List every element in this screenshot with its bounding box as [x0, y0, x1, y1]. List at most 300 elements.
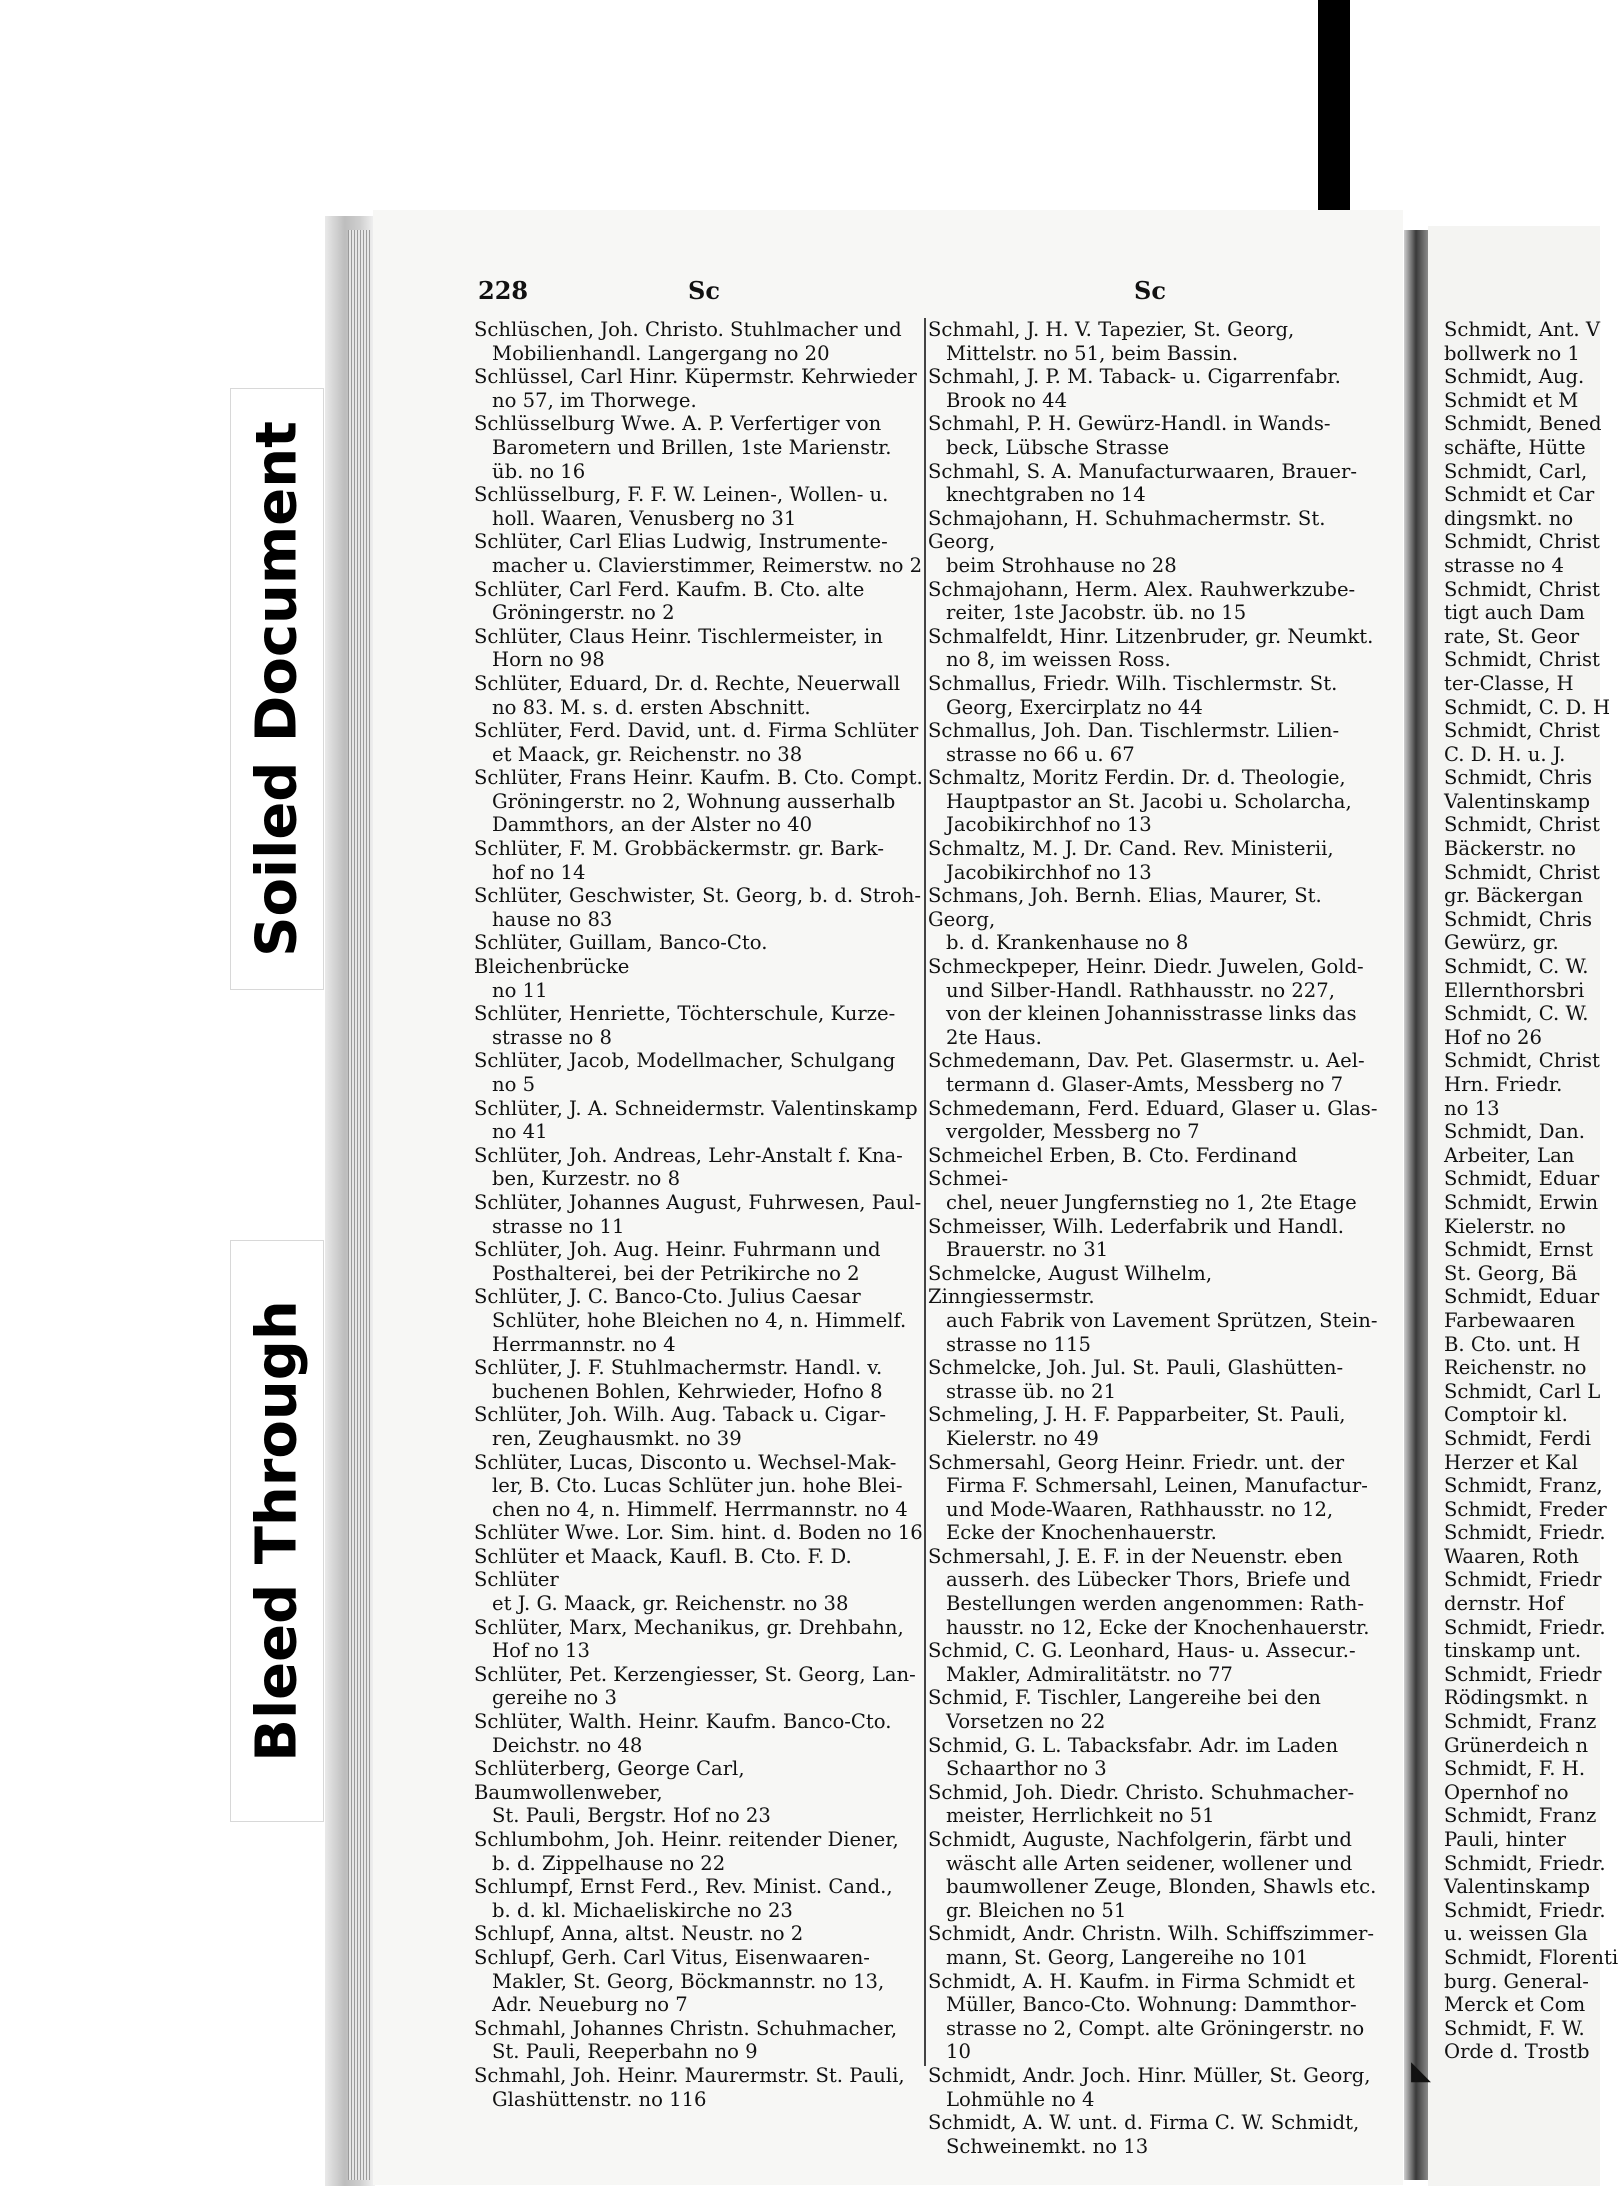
entry-line: strasse no 66 u. 67 — [946, 742, 1135, 766]
directory-entry — [474, 1191, 924, 1238]
entry-line: Schmeichel Erben, B. Cto. Ferdinand Schmei- — [928, 1143, 1298, 1191]
directory-entry: Schmidt, Friedr. — [1444, 1615, 1606, 1639]
directory-entry: Schmidt, Ernst — [1444, 1238, 1593, 1262]
directory-entry — [928, 1734, 1378, 1781]
directory-entry — [474, 483, 924, 530]
left-column-heading: Sc — [688, 276, 720, 305]
entry-line: Schlüter, Joh. Aug. Heinr. Fuhrmann und — [474, 1238, 881, 1262]
entry-line: Schlüter, Pet. Kerzengiesser, St. Georg, Lan- — [474, 1662, 916, 1686]
entry-line: auch Fabrik von Lavement Sprützen, Stein- — [946, 1308, 1378, 1332]
entry-line: Schlüter, Joh. Andreas, Lehr-Anstalt f. Kna- — [474, 1143, 903, 1167]
entry-line: ben, Kurzestr. no 8 — [492, 1167, 681, 1191]
entry-line: no 83. M. s. d. ersten Abschnitt. — [492, 695, 811, 719]
entry-line: Schlumbohm, Joh. Heinr. reitender Diener, — [474, 1828, 899, 1851]
entry-line: Schlüter, Lucas, Disconto u. Wechsel-Mak- — [474, 1450, 897, 1474]
directory-entry — [928, 1686, 1378, 1733]
entry-line: no 41 — [492, 1120, 548, 1144]
bleed-through-label — [230, 1240, 324, 1822]
entry-line: Schlüter, Walth. Heinr. Kaufm. Banco-Cto. — [474, 1710, 892, 1734]
entry-line: Schaarthor no 3 — [946, 1757, 1107, 1781]
entry-line: Schlupf, Anna, altst. Neustr. no 2 — [474, 1922, 804, 1946]
directory-entry: C. D. H. u. J. — [1444, 742, 1566, 766]
entry-line: Schlüter, Jacob, Modellmacher, Schulgang — [474, 1049, 896, 1073]
directory-entry: Bäckerstr. no — [1444, 837, 1576, 861]
entry-line: Schmelcke, Joh. Jul. St. Pauli, Glashütten- — [928, 1356, 1344, 1380]
directory-entry: Schmidt, Eduar — [1444, 1167, 1600, 1191]
middle-column — [928, 318, 1378, 2158]
entry-line: knechtgraben no 14 — [946, 483, 1146, 507]
entry-line: Schmahl, Joh. Heinr. Maurermstr. St. Pauli, — [474, 2063, 905, 2087]
entry-line: Schmajohann, Herm. Alex. Rauhwerkzube- — [928, 577, 1356, 601]
directory-entry — [474, 318, 924, 365]
directory-entry: Schmidt, Friedr — [1444, 1568, 1602, 1592]
entry-line: gr. Bleichen no 51 — [946, 1898, 1127, 1922]
directory-entry: Arbeiter, Lan — [1444, 1143, 1575, 1167]
directory-entry — [474, 625, 924, 672]
directory-entry: Schmidt, Freder — [1444, 1497, 1607, 1521]
directory-entry — [474, 1285, 924, 1356]
entry-line: Schlüter, Johannes August, Fuhrwesen, Paul- — [474, 1190, 922, 1214]
directory-entry: Gewürz, gr. — [1444, 931, 1559, 955]
entry-line: Schmid, G. L. Tabacksfabr. Adr. im Laden — [928, 1733, 1339, 1757]
entry-line: Schlüschen, Joh. Christo. Stuhlmacher und — [474, 318, 902, 341]
entry-line: Schlupf, Gerh. Carl Vitus, Eisenwaaren- — [474, 1945, 870, 1969]
entry-line: Brook no 44 — [946, 388, 1068, 412]
directory-entry — [928, 1097, 1378, 1144]
directory-entry — [928, 1545, 1378, 1639]
entry-line: Herrmannstr. no 4 — [492, 1332, 676, 1356]
directory-entry: Schmidt, Florenti — [1444, 1945, 1618, 1969]
entry-line: Schlüter et Maack, Kaufl. B. Cto. F. D. Schlüter — [474, 1544, 852, 1592]
entry-line: strasse no 2, Compt. alte Gröningerstr. no 10 — [946, 2016, 1365, 2064]
directory-entry — [928, 1828, 1378, 1922]
directory-entry — [928, 1403, 1378, 1450]
entry-line: Schlüter, Claus Heinr. Tischlermeister, in — [474, 624, 883, 648]
entry-line: hause no 83 — [492, 907, 613, 931]
entry-line: Schmid, C. G. Leonhard, Haus- u. Assecur.- — [928, 1639, 1356, 1663]
directory-entry: u. weissen Gla — [1444, 1922, 1588, 1946]
directory-entry: Valentinskamp — [1444, 789, 1591, 813]
entry-line: Müller, Banco-Cto. Wohnung: Dammthor- — [946, 1993, 1357, 2017]
entry-line: Schmahl, J. H. V. Tapezier, St. Georg, — [928, 318, 1295, 341]
directory-entry: Schmidt, Friedr. — [1444, 1521, 1606, 1545]
directory-entry: Schmidt, Franz, — [1444, 1474, 1603, 1498]
entry-line: Schmersahl, Georg Heinr. Friedr. unt. der — [928, 1450, 1345, 1474]
directory-entry — [928, 2064, 1378, 2111]
entry-line: strasse no 8 — [492, 1025, 613, 1049]
entry-line: meister, Herrlichkeit no 51 — [946, 1804, 1215, 1828]
directory-entry — [928, 365, 1378, 412]
directory-entry — [474, 1356, 924, 1403]
bleed-through-text: Bleed Through — [244, 1300, 310, 1762]
directory-entry — [474, 1710, 924, 1757]
directory-entry — [474, 1875, 924, 1922]
entry-line: von der kleinen Johannisstrasse links das — [946, 1002, 1357, 1026]
entry-line: Schmelcke, August Wilhelm, Zinngiessermstr. — [928, 1261, 1213, 1309]
directory-entry: Ellernthorsbri — [1444, 978, 1585, 1002]
left-column — [474, 318, 924, 2111]
entry-line: Mobilienhandl. Langergang no 20 — [492, 341, 830, 365]
entry-line: Schmersahl, J. E. F. in der Neuenstr. eben — [928, 1544, 1343, 1568]
directory-entry — [474, 1757, 924, 1828]
entry-line: und Silber-Handl. Rathhausstr. no 227, — [946, 978, 1335, 1002]
entry-line: strasse üb. no 21 — [946, 1379, 1117, 1403]
entry-line: Ecke der Knochenhauerstr. — [946, 1521, 1217, 1545]
directory-entry: Schmidt, Christ — [1444, 860, 1600, 884]
entry-line: Schlüssel, Carl Hinr. Küpermstr. Kehrwieder — [474, 365, 917, 389]
directory-entry — [928, 837, 1378, 884]
entry-line: Schmidt, Andr. Joch. Hinr. Müller, St. Georg, — [928, 2063, 1371, 2087]
directory-entry: Schmidt, Chris — [1444, 766, 1593, 790]
directory-entry — [474, 931, 924, 1002]
entry-line: Schmedemann, Ferd. Eduard, Glaser u. Glas- — [928, 1096, 1378, 1120]
directory-entry: Schmidt, Friedr. — [1444, 1851, 1606, 1875]
entry-line: hof no 14 — [492, 860, 586, 884]
directory-entry: tigt auch Dam — [1444, 601, 1585, 625]
directory-entry — [928, 578, 1378, 625]
entry-line: Mittelstr. no 51, beim Bassin. — [946, 341, 1239, 365]
directory-entry: dernstr. Hof — [1444, 1592, 1564, 1616]
directory-entry — [928, 1144, 1378, 1215]
entry-line: reiter, 1ste Jacobstr. üb. no 15 — [946, 601, 1247, 625]
entry-line: üb. no 16 — [492, 459, 586, 483]
black-edge-bar — [1318, 0, 1350, 236]
entry-line: beim Strohhause no 28 — [946, 553, 1177, 577]
entry-line: Kielerstr. no 49 — [946, 1426, 1099, 1450]
entry-line: 2te Haus. — [946, 1025, 1042, 1049]
directory-entry — [928, 766, 1378, 837]
entry-line: Makler, Admiralitätstr. no 77 — [946, 1662, 1233, 1686]
entry-line: b. d. Krankenhause no 8 — [946, 931, 1189, 955]
directory-entry: Schmidt et Car — [1444, 483, 1595, 507]
entry-line: Schlüter, Henriette, Töchterschule, Kurze- — [474, 1002, 896, 1026]
directory-entry: St. Georg, Bä — [1444, 1261, 1578, 1285]
entry-line: Brauerstr. no 31 — [946, 1238, 1109, 1262]
directory-entry — [928, 672, 1378, 719]
directory-entry: Hrn. Friedr. — [1444, 1073, 1563, 1096]
entry-line: Schlüter, Ferd. David, unt. d. Firma Schlüter — [474, 719, 919, 743]
directory-entry: bollwerk no 1 — [1444, 341, 1580, 365]
directory-entry: Rödingsmkt. n — [1444, 1686, 1588, 1710]
entry-line: Schlüter, Carl Ferd. Kaufm. B. Cto. alte — [474, 577, 865, 601]
directory-entry: Comptoir kl. — [1444, 1403, 1568, 1427]
directory-entry: Schmidt, Chris — [1444, 907, 1593, 931]
entry-line: Schlüsselburg Wwe. A. P. Verfertiger von — [474, 412, 882, 436]
directory-entry — [928, 1356, 1378, 1403]
entry-line: Schlüter, Joh. Wilh. Aug. Taback u. Cigar- — [474, 1403, 887, 1427]
directory-entry — [928, 625, 1378, 672]
directory-entry: burg. General- — [1444, 1969, 1589, 1993]
directory-entry: Grünerdeich n — [1444, 1733, 1589, 1757]
directory-entry — [928, 719, 1378, 766]
entry-line: holl. Waaren, Venusberg no 31 — [492, 506, 797, 530]
entry-line: ren, Zeughausmkt. no 39 — [492, 1426, 742, 1450]
entry-line: Adr. Neueburg no 7 — [492, 1993, 688, 2017]
directory-entry — [474, 1403, 924, 1450]
directory-entry — [928, 1049, 1378, 1096]
entry-line: Posthalterei, bei der Petrikirche no 2 — [492, 1261, 860, 1285]
directory-entry: Schmidt et M — [1444, 388, 1579, 412]
entry-line: Hauptpastor an St. Jacobi u. Scholarcha, — [946, 789, 1352, 813]
directory-entry — [928, 318, 1378, 365]
entry-line: ausserh. des Lübecker Thors, Briefe und — [946, 1568, 1351, 1592]
entry-line: Schlumpf, Ernst Ferd., Rev. Minist. Cand., — [474, 1875, 893, 1899]
directory-entry: Schmidt, F. H. — [1444, 1757, 1586, 1781]
page-stack-edges — [348, 230, 370, 2180]
soiled-document-label — [230, 388, 324, 990]
directory-entry — [928, 1215, 1378, 1262]
entry-line: buchenen Bohlen, Kehrwieder, Hofno 8 — [492, 1379, 883, 1403]
directory-entry — [474, 1946, 924, 2017]
directory-entry: Schmidt, Christ — [1444, 648, 1600, 672]
directory-entry — [474, 884, 924, 931]
directory-entry — [928, 507, 1378, 578]
entry-line: strasse no 115 — [946, 1332, 1091, 1356]
entry-line: Schmajohann, H. Schuhmachermstr. St. Georg, — [928, 506, 1326, 554]
entry-line: chel, neuer Jungfernstieg no 1, 2te Etage — [946, 1190, 1357, 1214]
directory-entry — [928, 2111, 1378, 2158]
directory-entry — [928, 460, 1378, 507]
directory-entry — [474, 1097, 924, 1144]
directory-entry — [474, 1002, 924, 1049]
entry-line: b. d. Zippelhause no 22 — [492, 1851, 726, 1875]
directory-entry: Schmidt, Franz — [1444, 1710, 1597, 1734]
entry-line: Lohmühle no 4 — [946, 2087, 1095, 2111]
entry-line: Schlüter, Frans Heinr. Kaufm. B. Cto. Compt. — [474, 766, 923, 790]
page-number: 228 — [478, 276, 529, 305]
directory-entry — [928, 1781, 1378, 1828]
entry-line: gereihe no 3 — [492, 1686, 617, 1710]
directory-entry: ter-Classe, H — [1444, 671, 1574, 695]
entry-line: et Maack, gr. Reichenstr. no 38 — [492, 742, 803, 766]
directory-entry — [928, 884, 1378, 955]
directory-entry — [474, 1922, 924, 1946]
entry-line: Schlüter, hohe Bleichen no 4, n. Himmelf. — [492, 1308, 907, 1332]
directory-entry: Schmidt, Aug. — [1444, 365, 1585, 389]
entry-line: macher u. Clavierstimmer, Reimerstw. no 2 — [492, 553, 923, 577]
entry-line: Schmaltz, M. J. Dr. Cand. Rev. Ministerii, — [928, 837, 1334, 861]
entry-line: Schlüter, J. F. Stuhlmachermstr. Handl. v. — [474, 1356, 883, 1380]
directory-entry — [474, 1451, 924, 1522]
entry-line: b. d. kl. Michaeliskirche no 23 — [492, 1898, 793, 1922]
directory-entry — [928, 1451, 1378, 1545]
directory-entry — [928, 412, 1378, 459]
entry-line: no 8, im weissen Ross. — [946, 648, 1171, 672]
entry-line: Schmahl, P. H. Gewürz-Handl. in Wands- — [928, 412, 1331, 436]
directory-entry: Schmidt, Carl L — [1444, 1379, 1601, 1403]
entry-line: Makler, St. Georg, Böckmannstr. no 13, — [492, 1969, 885, 1993]
directory-entry: Herzer et Kal — [1444, 1450, 1578, 1474]
entry-line: Gröningerstr. no 2, Wohnung ausserhalb — [492, 789, 896, 813]
entry-line: Firma F. Schmersahl, Leinen, Manufactur- — [946, 1474, 1368, 1498]
directory-entry — [474, 2017, 924, 2064]
entry-line: Horn no 98 — [492, 648, 605, 672]
entry-line: Jacobikirchhof no 13 — [946, 860, 1152, 884]
directory-entry — [474, 672, 924, 719]
entry-line: Schlüter, Geschwister, St. Georg, b. d. Stroh- — [474, 884, 922, 908]
entry-line: Schlüter, J. A. Schneidermstr. Valentinskamp — [474, 1096, 918, 1120]
entry-line: Hof no 13 — [492, 1639, 590, 1663]
entry-line: Schmans, Joh. Bernh. Elias, Maurer, St. Georg, — [928, 884, 1322, 931]
directory-entry: tinskamp unt. — [1444, 1639, 1582, 1663]
soiled-document-text: Soiled Document — [244, 421, 310, 957]
entry-line: Dammthors, an der Alster no 40 — [492, 813, 813, 837]
entry-line: Jacobikirchhof no 13 — [946, 813, 1152, 837]
entry-line: Schmeisser, Wilh. Lederfabrik und Handl. — [928, 1214, 1344, 1238]
entry-line: Vorsetzen no 22 — [946, 1710, 1106, 1734]
directory-entry — [928, 1262, 1378, 1356]
entry-line: Schmahl, S. A. Manufacturwaaren, Brauer- — [928, 459, 1357, 483]
entry-line: Schweinemkt. no 13 — [946, 2134, 1149, 2158]
directory-entry — [474, 578, 924, 625]
directory-entry: Schmidt, C. W. — [1444, 1002, 1589, 1026]
directory-entry: Schmidt, Ant. V — [1444, 318, 1600, 341]
directory-entry: Schmidt, C. W. — [1444, 955, 1589, 979]
directory-entry — [474, 1828, 924, 1875]
entry-line: Schmeckpeper, Heinr. Diedr. Juwelen, Gold- — [928, 955, 1364, 979]
directory-entry: Schmidt, Eduar — [1444, 1285, 1600, 1309]
directory-entry — [474, 365, 924, 412]
directory-entry: Hof no 26 — [1444, 1025, 1542, 1049]
directory-entry — [474, 1049, 924, 1096]
entry-line: Gröningerstr. no 2 — [492, 601, 675, 625]
directory-entry: Kielerstr. no — [1444, 1214, 1566, 1238]
directory-entry — [474, 1616, 924, 1663]
entry-line: Schmalfeldt, Hinr. Litzenbruder, gr. Neumkt. — [928, 624, 1374, 648]
entry-line: Deichstr. no 48 — [492, 1733, 643, 1757]
directory-entry: Schmidt, Friedr. — [1444, 1898, 1606, 1922]
entry-line: Schlüter, Guillam, Banco-Cto. Bleichenbrücke — [474, 931, 768, 979]
directory-entry: schäfte, Hütte — [1444, 435, 1586, 459]
directory-entry — [474, 530, 924, 577]
directory-entry: Opernhof no — [1444, 1780, 1569, 1804]
directory-entry — [474, 1663, 924, 1710]
entry-line: Schmahl, J. P. M. Taback- u. Cigarrenfabr. — [928, 365, 1341, 389]
entry-line: St. Pauli, Reeperbahn no 9 — [492, 2040, 758, 2064]
directory-entry: no 13 — [1444, 1096, 1500, 1120]
entry-line: Schlüter, F. M. Grobbäckermstr. gr. Bark- — [474, 837, 884, 861]
directory-entry: Schmidt, Carl, — [1444, 459, 1588, 483]
entry-line: et J. G. Maack, gr. Reichenstr. no 38 — [492, 1592, 849, 1616]
entry-line: Schmaltz, Moritz Ferdin. Dr. d. Theologie, — [928, 766, 1346, 790]
entry-line: St. Pauli, Bergstr. Hof no 23 — [492, 1804, 771, 1828]
entry-line: Schmallus, Friedr. Wilh. Tischlermstr. St. — [928, 671, 1338, 695]
directory-entry: Reichenstr. no — [1444, 1356, 1587, 1380]
directory-entry: gr. Bäckergan — [1444, 884, 1583, 908]
entry-line: Schlüter, Carl Elias Ludwig, Instrumente- — [474, 530, 888, 554]
directory-entry: Schmidt, F. W. — [1444, 2016, 1585, 2040]
entry-line: ler, B. Cto. Lucas Schlüter jun. hohe Blei- — [492, 1474, 903, 1498]
directory-entry — [474, 837, 924, 884]
directory-entry — [474, 1238, 924, 1285]
entry-line: Schmidt, A. H. Kaufm. in Firma Schmidt et — [928, 1969, 1355, 1993]
directory-entry — [474, 766, 924, 837]
directory-entry: Schmidt, Friedr — [1444, 1662, 1602, 1686]
directory-entry: Schmidt, Christ — [1444, 813, 1600, 837]
entry-line: und Mode-Waaren, Rathhausstr. no 12, — [946, 1497, 1334, 1521]
entry-line: Schlüter, Marx, Mechanikus, gr. Drehbahn, — [474, 1615, 904, 1639]
directory-entry — [474, 1521, 924, 1545]
entry-line: Georg, Exercirplatz no 44 — [946, 695, 1203, 719]
directory-entry — [928, 1922, 1378, 1969]
directory-entry: strasse no 4 — [1444, 553, 1565, 577]
entry-line: Bestellungen werden angenommen: Rath- — [946, 1592, 1365, 1616]
directory-entry — [474, 2064, 924, 2111]
middle-column-heading: Sc — [1134, 276, 1166, 305]
entry-line: no 57, im Thorwege. — [492, 388, 697, 412]
entry-line: Schlüterberg, George Carl, Baumwollenweber, — [474, 1757, 745, 1804]
directory-entry: Schmidt, Ferdi — [1444, 1426, 1592, 1450]
directory-entry — [474, 1144, 924, 1191]
directory-entry: Schmidt, Franz — [1444, 1804, 1597, 1828]
entry-line: Schmeling, J. H. F. Papparbeiter, St. Pauli, — [928, 1403, 1346, 1427]
directory-entry — [474, 412, 924, 483]
entry-line: Schlüsselburg, F. F. W. Leinen-, Wollen- u. — [474, 483, 889, 507]
entry-line: no 5 — [492, 1073, 536, 1096]
book-gutter — [1404, 230, 1428, 2180]
directory-entry: Pauli, hinter — [1444, 1828, 1566, 1851]
entry-line: wäscht alle Arten seidener, wollener und — [946, 1851, 1353, 1875]
entry-line: Barometern und Brillen, 1ste Marienstr. — [492, 435, 892, 459]
directory-entry: Schmidt, Erwin — [1444, 1190, 1599, 1214]
entry-line: beck, Lübsche Strasse — [946, 435, 1170, 459]
entry-line: Glashüttenstr. no 116 — [492, 2087, 707, 2111]
directory-entry: rate, St. Geor — [1444, 624, 1580, 648]
directory-entry: Valentinskamp — [1444, 1875, 1591, 1899]
entry-line: Schmahl, Johannes Christn. Schuhmacher, — [474, 2016, 898, 2040]
entry-line: termann d. Glaser-Amts, Messberg no 7 — [946, 1073, 1344, 1096]
entry-line: Schmidt, Andr. Christn. Wilh. Schiffszimmer- — [928, 1922, 1374, 1946]
directory-entry: Farbewaaren — [1444, 1308, 1576, 1332]
directory-entry: B. Cto. unt. H — [1444, 1332, 1581, 1356]
margin-mark: ◣ — [1411, 2056, 1431, 2086]
entry-line: vergolder, Messberg no 7 — [946, 1120, 1200, 1144]
directory-entry: Orde d. Trostb — [1444, 2040, 1590, 2064]
directory-entry: Schmidt, Christ — [1444, 1049, 1600, 1073]
right-page-column — [1444, 318, 1618, 2064]
directory-entry: Schmidt, Christ — [1444, 577, 1600, 601]
directory-entry — [928, 1970, 1378, 2064]
entry-line: strasse no 11 — [492, 1214, 625, 1238]
entry-line: Schlüter Wwe. Lor. Sim. hint. d. Boden no 16 — [474, 1521, 923, 1545]
entry-line: Schmallus, Joh. Dan. Tischlermstr. Lilien- — [928, 719, 1340, 743]
directory-entry — [928, 1639, 1378, 1686]
entry-line: no 11 — [492, 978, 548, 1002]
entry-line: Schmid, Joh. Diedr. Christo. Schuhmacher- — [928, 1780, 1355, 1804]
directory-entry: dingsmkt. no — [1444, 506, 1574, 530]
entry-line: Schmid, F. Tischler, Langereihe bei den — [928, 1686, 1321, 1710]
directory-entry — [928, 955, 1378, 1049]
directory-entry: Waaren, Roth — [1444, 1544, 1579, 1568]
directory-entry: Schmidt, Bened — [1444, 412, 1602, 436]
directory-entry: Schmidt, Christ — [1444, 719, 1600, 743]
directory-entry: Schmidt, C. D. H — [1444, 695, 1611, 719]
entry-line: hausstr. no 12, Ecke der Knochenhauerstr. — [946, 1615, 1370, 1639]
entry-line: Schlüter, Eduard, Dr. d. Rechte, Neuerwall — [474, 671, 901, 695]
column-rule — [924, 318, 926, 2066]
directory-entry — [474, 719, 924, 766]
directory-entry: Schmidt, Dan. — [1444, 1120, 1585, 1144]
entry-line: Schlüter, J. C. Banco-Cto. Julius Caesar — [474, 1285, 861, 1309]
entry-line: chen no 4, n. Himmelf. Herrmannstr. no 4 — [492, 1497, 908, 1521]
entry-line: Schmidt, A. W. unt. d. Firma C. W. Schmidt, — [928, 2111, 1360, 2135]
directory-entry: Schmidt, Christ — [1444, 530, 1600, 554]
entry-line: mann, St. Georg, Langereihe no 101 — [946, 1945, 1309, 1969]
directory-entry — [474, 1545, 924, 1616]
entry-line: baumwollener Zeuge, Blonden, Shawls etc. — [946, 1875, 1377, 1899]
directory-entry: Merck et Com — [1444, 1993, 1586, 2017]
entry-line: Schmedemann, Dav. Pet. Glasermstr. u. Ael- — [928, 1049, 1365, 1073]
